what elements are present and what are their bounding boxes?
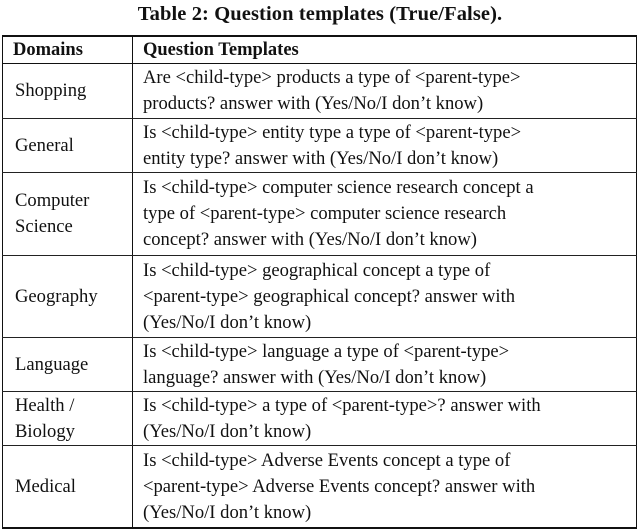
template-cell: Is <child-type> geographical concept a type of <parent-type> geographical concept? answer with (Yes/No/I don’t know) xyxy=(133,256,637,338)
table-row-health-biology xyxy=(3,392,637,446)
template-cell: Is <child-type> a type of <parent-type>? answer with (Yes/No/I don’t know) xyxy=(133,392,637,446)
question-templates-table xyxy=(2,35,637,529)
template-cell: Are <child-type> products a type of <parent-type> products? answer with (Yes/No/I don’t know) xyxy=(133,64,637,119)
domain-cell: General xyxy=(3,119,133,173)
domain-cell: Health / Biology xyxy=(3,392,133,446)
template-cell: Is <child-type> language a type of <parent-type> language? answer with (Yes/No/I don’t know) xyxy=(133,338,637,392)
template-cell: Is <child-type> Adverse Events concept a type of <parent-type> Adverse Events concept? answer with (Yes/No/I don’t know) xyxy=(133,446,637,529)
header-domains: Domains xyxy=(3,36,133,64)
domain-cell: Medical xyxy=(3,446,133,529)
table-row-geography xyxy=(3,256,637,338)
domain-cell: Computer Science xyxy=(3,173,133,256)
table-row-general xyxy=(3,119,637,173)
table-caption: Table 2: Question templates (True/False). xyxy=(137,3,503,25)
template-cell: Is <child-type> computer science research concept a type of <parent-type> computer science research concept? answer with (Yes/No/I don’t know) xyxy=(133,173,637,256)
table-row-language xyxy=(3,338,637,392)
domain-cell: Language xyxy=(3,338,133,392)
table-row-computer-science xyxy=(3,173,637,256)
table-row-shopping xyxy=(3,64,637,119)
domain-cell: Geography xyxy=(3,256,133,338)
domain-cell: Shopping xyxy=(3,64,133,119)
table-row-medical xyxy=(3,446,637,529)
template-cell: Is <child-type> entity type a type of <parent-type> entity type? answer with (Yes/No/I don’t know) xyxy=(133,119,637,173)
table-header-row xyxy=(3,36,637,64)
header-question-templates: Question Templates xyxy=(133,36,637,64)
